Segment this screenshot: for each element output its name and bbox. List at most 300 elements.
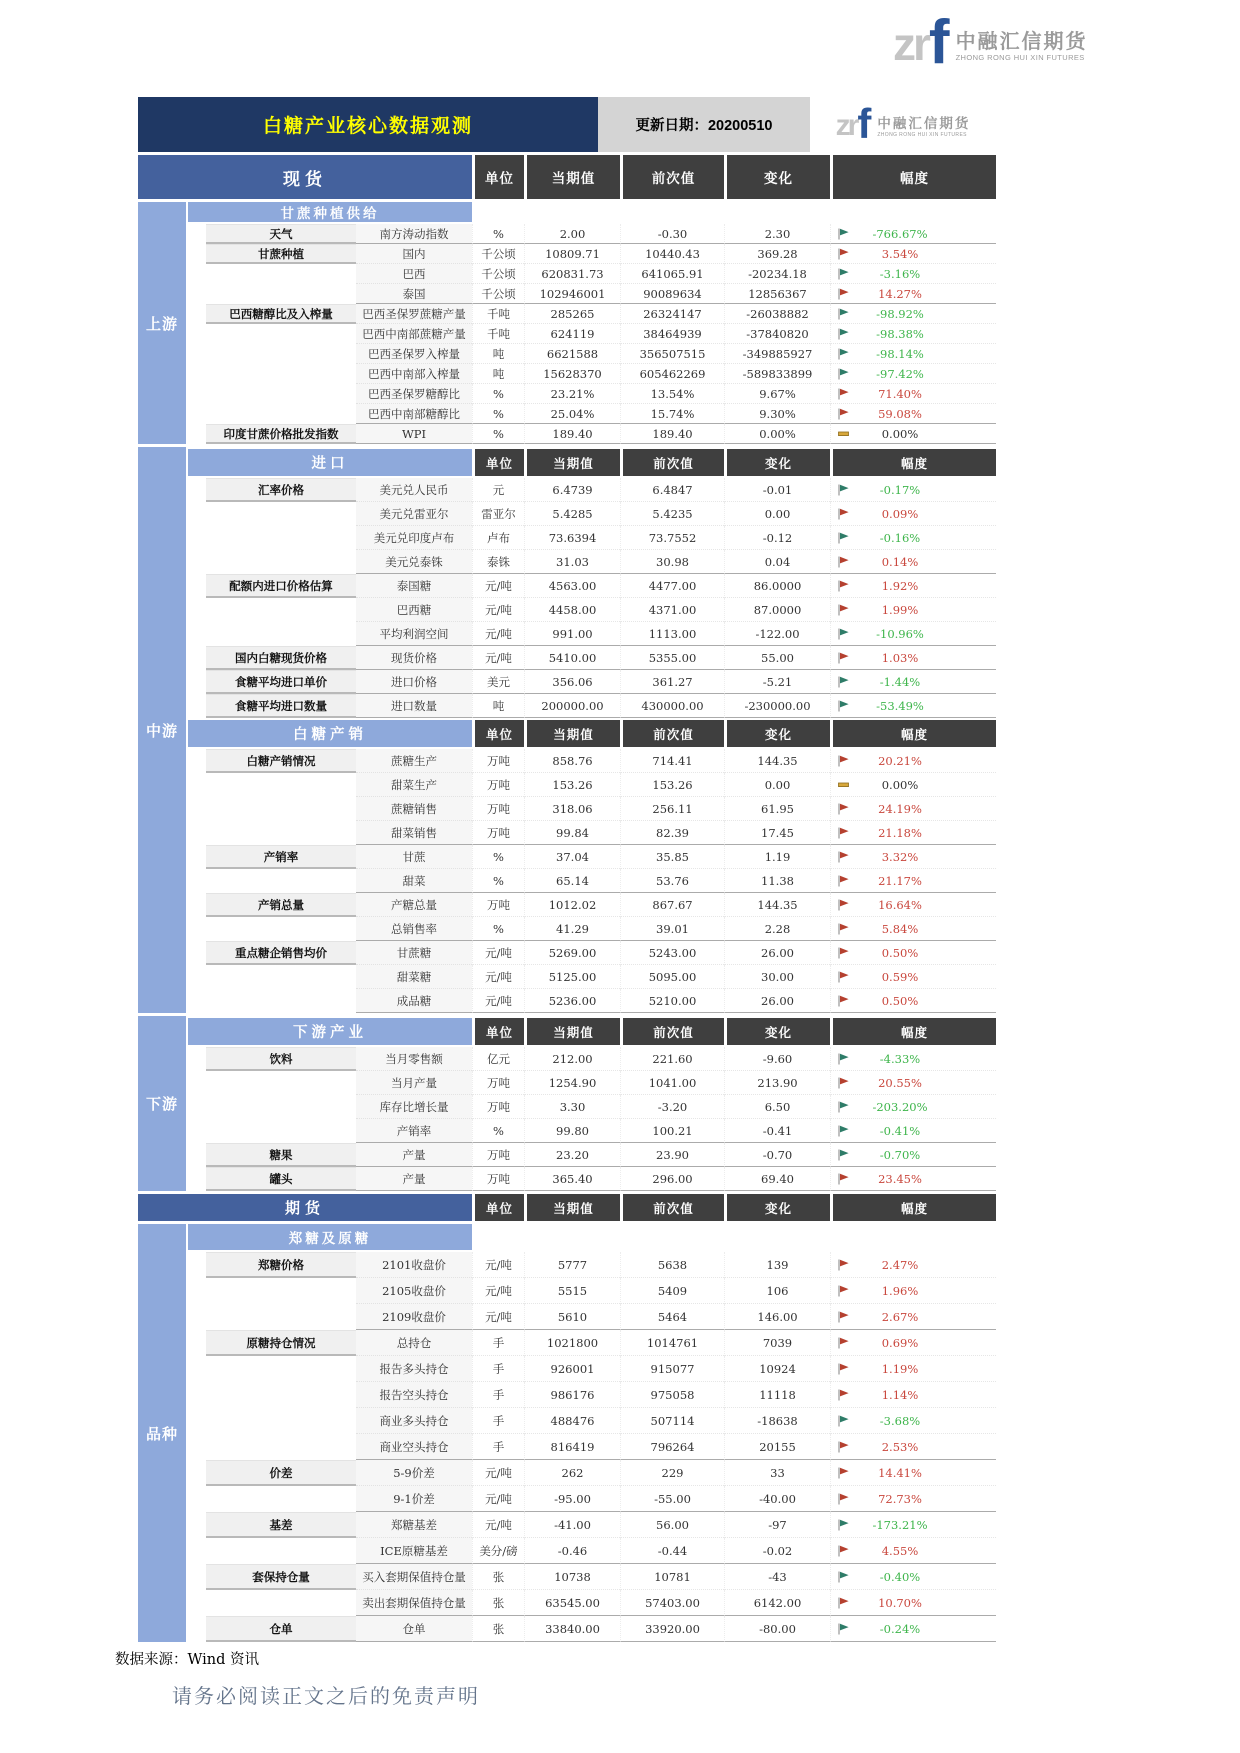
rate-cell: -3.16%	[879, 266, 921, 281]
indicator-cell: 2109收盘价	[356, 1304, 472, 1330]
rate-cell: 3.54%	[881, 246, 919, 261]
change-cell: 0.00%	[724, 424, 830, 444]
unit-cell: 元/吨	[472, 1304, 524, 1330]
trend-down-flag-icon	[837, 1415, 850, 1427]
trend-down-flag-icon	[837, 532, 850, 544]
rate-cell: 23.45%	[878, 1171, 922, 1186]
band-shangyou	[138, 202, 996, 444]
current-value-cell: 986176	[524, 1382, 620, 1408]
row-indent	[186, 1071, 206, 1095]
change-cell: 146.00	[724, 1304, 830, 1330]
category-column	[206, 670, 356, 694]
section-bar-row	[186, 1224, 996, 1250]
indicator-cell: 2105收盘价	[356, 1278, 472, 1304]
row-indent	[186, 670, 206, 694]
category-column	[206, 1047, 356, 1071]
change-cell: 1.19	[724, 845, 830, 869]
rate-column	[830, 1486, 996, 1512]
unit-cell: 美分/磅	[472, 1538, 524, 1564]
column-header-unit: 单位	[472, 720, 524, 747]
row-indent	[186, 1095, 206, 1119]
indicator-cell: 商业空头持仓	[356, 1434, 472, 1460]
change-cell: -0.70	[724, 1143, 830, 1167]
trend-down-flag-icon	[837, 268, 850, 280]
trend-down-flag-icon	[837, 1053, 850, 1065]
report-table-body	[138, 155, 996, 1642]
trend-up-flag-icon	[837, 580, 850, 592]
table-row	[186, 694, 996, 718]
indicator-cell: 巴西中南部入榨量	[356, 364, 472, 384]
brand-wordmark	[877, 117, 970, 137]
indicator-cell: 巴西中南部糖醇比	[356, 404, 472, 424]
category-column	[206, 773, 356, 797]
previous-value-cell: 229	[620, 1460, 724, 1486]
table-row	[186, 749, 996, 773]
category-cell: 天气	[206, 224, 356, 244]
group-header-label: 期货	[138, 1194, 472, 1221]
previous-value-cell: -3.20	[620, 1095, 724, 1119]
category-cell: 产销率	[206, 845, 356, 869]
indicator-cell: 5-9价差	[356, 1460, 472, 1486]
unit-cell: 手	[472, 1356, 524, 1382]
column-header-change: 变化	[724, 1194, 830, 1221]
trend-up-flag-icon	[837, 1597, 850, 1609]
trend-flat-dash-icon	[837, 779, 850, 791]
change-cell: 144.35	[724, 893, 830, 917]
indicator-cell: 甘蔗	[356, 845, 472, 869]
previous-value-cell: 1041.00	[620, 1071, 724, 1095]
current-value-cell: 991.00	[524, 622, 620, 646]
section-header-row	[186, 449, 996, 476]
change-cell: 69.40	[724, 1167, 830, 1191]
category-cell: 食糖平均进口数量	[206, 694, 356, 718]
brand-zrf-mark	[835, 100, 872, 148]
category-column	[206, 304, 356, 324]
current-value-cell: 153.26	[524, 773, 620, 797]
category-column	[206, 1564, 356, 1590]
current-value-cell: 99.84	[524, 821, 620, 845]
rate-column	[830, 773, 996, 797]
page-title: 白糖产业核心数据观测	[138, 97, 598, 152]
rate-column	[830, 845, 996, 869]
column-header-previous: 前次值	[620, 155, 724, 199]
indicator-cell: 产量	[356, 1167, 472, 1191]
rate-column	[830, 304, 996, 324]
row-indent	[186, 224, 206, 244]
previous-value-cell: 6.4847	[620, 478, 724, 502]
column-header-rate: 幅度	[830, 449, 996, 476]
rate-column	[830, 622, 996, 646]
brand-zr-letters: zr	[835, 109, 857, 143]
rate-column	[830, 1460, 996, 1486]
column-header-unit: 单位	[472, 1194, 524, 1221]
indicator-cell: 美元兑印度卢布	[356, 526, 472, 550]
unit-cell: %	[472, 404, 524, 424]
indicator-cell: 总持仓	[356, 1330, 472, 1356]
rate-cell: -0.16%	[879, 530, 921, 545]
category-column	[206, 424, 356, 444]
current-value-cell: 200000.00	[524, 694, 620, 718]
row-indent	[186, 1167, 206, 1191]
change-cell: 33	[724, 1460, 830, 1486]
rate-column	[830, 404, 996, 424]
category-column	[206, 941, 356, 965]
brand-wordmark	[956, 32, 1088, 62]
previous-value-cell: 153.26	[620, 773, 724, 797]
change-cell: 0.00	[724, 502, 830, 526]
trend-down-flag-icon	[837, 1623, 850, 1635]
column-header-change: 变化	[724, 1018, 830, 1045]
group-header-label: 现货	[138, 155, 472, 199]
column-header-rate: 幅度	[830, 1018, 996, 1045]
change-cell: -26038882	[724, 304, 830, 324]
side-label: 中游	[138, 447, 186, 1013]
indicator-cell: 巴西圣保罗入榨量	[356, 344, 472, 364]
unit-cell: 万吨	[472, 1095, 524, 1119]
table-row	[186, 869, 996, 893]
trend-down-flag-icon	[837, 1101, 850, 1113]
current-value-cell: -0.46	[524, 1538, 620, 1564]
unit-cell: %	[472, 917, 524, 941]
unit-cell: 万吨	[472, 797, 524, 821]
rate-column	[830, 1071, 996, 1095]
unit-cell: 万吨	[472, 821, 524, 845]
row-indent	[186, 574, 206, 598]
change-cell: 55.00	[724, 646, 830, 670]
row-indent	[186, 1252, 206, 1278]
title-bar-logo-slot	[810, 97, 996, 152]
column-header-unit: 单位	[472, 449, 524, 476]
rate-cell: -98.14%	[876, 346, 924, 361]
category-column	[206, 1330, 356, 1356]
band-zhongyou	[138, 447, 996, 1013]
change-cell: 10924	[724, 1356, 830, 1382]
change-cell: -349885927	[724, 344, 830, 364]
table-row	[186, 244, 996, 264]
rate-cell: 1.14%	[881, 1387, 919, 1402]
category-column	[206, 893, 356, 917]
rate-column	[830, 324, 996, 344]
rate-cell: 0.69%	[881, 1335, 919, 1350]
rate-column	[830, 502, 996, 526]
table-row	[186, 1278, 996, 1304]
row-indent	[186, 244, 206, 264]
previous-value-cell: 5355.00	[620, 646, 724, 670]
category-column	[206, 264, 356, 284]
category-column	[206, 821, 356, 845]
table-row	[186, 917, 996, 941]
rate-column	[830, 224, 996, 244]
rate-column	[830, 749, 996, 773]
section-bar-label: 郑糖及原糖	[188, 1224, 472, 1250]
change-cell: -230000.00	[724, 694, 830, 718]
rate-column	[830, 1095, 996, 1119]
column-header-current: 当期值	[524, 155, 620, 199]
unit-cell: %	[472, 224, 524, 244]
category-column	[206, 526, 356, 550]
previous-value-cell: 867.67	[620, 893, 724, 917]
brand-name-cn: 中融汇信期货	[955, 31, 1088, 54]
table-row	[186, 1119, 996, 1143]
category-cell: 食糖平均进口单价	[206, 670, 356, 694]
table-row	[186, 646, 996, 670]
category-column	[206, 1304, 356, 1330]
trend-up-flag-icon	[837, 1363, 850, 1375]
change-cell: -589833899	[724, 364, 830, 384]
unit-cell: 吨	[472, 344, 524, 364]
trend-up-flag-icon	[837, 1467, 850, 1479]
rate-cell: 16.64%	[878, 897, 922, 912]
previous-value-cell: 5095.00	[620, 965, 724, 989]
change-cell: 2.30	[724, 224, 830, 244]
trend-down-flag-icon	[837, 676, 850, 688]
indicator-cell: 蔗糖生产	[356, 749, 472, 773]
current-value-cell: 620831.73	[524, 264, 620, 284]
column-header-unit: 单位	[472, 1018, 524, 1045]
previous-value-cell: 23.90	[620, 1143, 724, 1167]
rate-cell: 4.55%	[881, 1543, 919, 1558]
rate-cell: 0.14%	[881, 554, 919, 569]
unit-cell: %	[472, 845, 524, 869]
change-cell: 7039	[724, 1330, 830, 1356]
current-value-cell: 23.20	[524, 1143, 620, 1167]
indicator-cell: 平均利润空间	[356, 622, 472, 646]
previous-value-cell: 975058	[620, 1382, 724, 1408]
current-value-cell: 212.00	[524, 1047, 620, 1071]
indicator-cell: 产糖总量	[356, 893, 472, 917]
trend-up-flag-icon	[837, 947, 850, 959]
table-row	[186, 1486, 996, 1512]
table-row	[186, 1071, 996, 1095]
category-column	[206, 364, 356, 384]
trend-up-flag-icon	[837, 1259, 850, 1271]
unit-cell: 万吨	[472, 1167, 524, 1191]
rate-column	[830, 574, 996, 598]
table-row	[186, 821, 996, 845]
rate-column	[830, 1590, 996, 1616]
rate-column	[830, 1616, 996, 1642]
trend-up-flag-icon	[837, 1493, 850, 1505]
current-value-cell: 73.6394	[524, 526, 620, 550]
trend-up-flag-icon	[837, 556, 850, 568]
section-header-row	[186, 720, 996, 747]
table-row	[186, 845, 996, 869]
current-value-cell: 33840.00	[524, 1616, 620, 1642]
table-row	[186, 1538, 996, 1564]
row-indent	[186, 821, 206, 845]
unit-cell: 元/吨	[472, 1512, 524, 1538]
rate-column	[830, 893, 996, 917]
row-indent	[186, 1382, 206, 1408]
previous-value-cell: 221.60	[620, 1047, 724, 1071]
column-header-previous: 前次值	[620, 449, 724, 476]
unit-cell: 手	[472, 1408, 524, 1434]
row-indent	[186, 1119, 206, 1143]
row-indent	[186, 404, 206, 424]
unit-cell: 千吨	[472, 324, 524, 344]
indicator-cell: 9-1价差	[356, 1486, 472, 1512]
category-column	[206, 1071, 356, 1095]
change-cell: -18638	[724, 1408, 830, 1434]
column-header-previous: 前次值	[620, 1194, 724, 1221]
rate-cell: 1.19%	[881, 1361, 919, 1376]
band-pinzhong	[138, 1224, 996, 1642]
current-value-cell: 816419	[524, 1434, 620, 1460]
unit-cell: 万吨	[472, 1143, 524, 1167]
row-indent	[186, 965, 206, 989]
rate-cell: 14.41%	[878, 1465, 922, 1480]
category-column	[206, 224, 356, 244]
rate-column	[830, 1434, 996, 1460]
unit-cell: 元/吨	[472, 1460, 524, 1486]
change-cell: -0.12	[724, 526, 830, 550]
column-header-previous: 前次值	[620, 1018, 724, 1045]
previous-value-cell: -55.00	[620, 1486, 724, 1512]
table-row	[186, 324, 996, 344]
category-column	[206, 344, 356, 364]
rate-cell: -766.67%	[872, 226, 928, 241]
unit-cell: %	[472, 1119, 524, 1143]
table-row	[186, 622, 996, 646]
change-cell: -122.00	[724, 622, 830, 646]
current-value-cell: 5125.00	[524, 965, 620, 989]
column-header-change: 变化	[724, 155, 830, 199]
previous-value-cell: 796264	[620, 1434, 724, 1460]
row-indent	[186, 1616, 206, 1642]
indicator-cell: 2101收盘价	[356, 1252, 472, 1278]
row-indent	[186, 941, 206, 965]
category-column	[206, 502, 356, 526]
previous-value-cell: 1014761	[620, 1330, 724, 1356]
rate-cell: 71.40%	[878, 386, 922, 401]
row-indent	[186, 917, 206, 941]
trend-up-flag-icon	[837, 1311, 850, 1323]
unit-cell: %	[472, 869, 524, 893]
unit-cell: 元/吨	[472, 989, 524, 1013]
rate-cell: 59.08%	[878, 406, 922, 421]
change-cell: 106	[724, 1278, 830, 1304]
indicator-cell: 甜菜生产	[356, 773, 472, 797]
column-header-rate: 幅度	[830, 720, 996, 747]
rate-column	[830, 1047, 996, 1071]
previous-value-cell: 26324147	[620, 304, 724, 324]
rate-column	[830, 1278, 996, 1304]
row-indent	[186, 526, 206, 550]
current-value-cell: -41.00	[524, 1512, 620, 1538]
rate-cell: 2.47%	[881, 1257, 919, 1272]
rate-column	[830, 1356, 996, 1382]
table-row	[186, 1047, 996, 1071]
trend-up-flag-icon	[837, 851, 850, 863]
category-column	[206, 797, 356, 821]
rate-cell: 20.55%	[878, 1075, 922, 1090]
unit-cell: 元/吨	[472, 965, 524, 989]
rate-cell: 1.99%	[881, 602, 919, 617]
table-row	[186, 424, 996, 444]
rate-cell: 2.67%	[881, 1309, 919, 1324]
unit-cell: 雷亚尔	[472, 502, 524, 526]
indicator-cell: 报告空头持仓	[356, 1382, 472, 1408]
category-column	[206, 1356, 356, 1382]
brand-logo-small	[835, 100, 971, 148]
table-row	[186, 1408, 996, 1434]
trend-up-flag-icon	[837, 508, 850, 520]
previous-value-cell: 296.00	[620, 1167, 724, 1191]
indicator-cell: 泰国	[356, 284, 472, 304]
indicator-cell: 甜菜销售	[356, 821, 472, 845]
trend-up-flag-icon	[837, 1173, 850, 1185]
group-header-row	[138, 1194, 996, 1221]
column-header-current: 当期值	[524, 720, 620, 747]
category-column	[206, 1538, 356, 1564]
section-header-label: 下游产业	[188, 1018, 472, 1045]
indicator-cell: 南方涛动指数	[356, 224, 472, 244]
unit-cell: 张	[472, 1564, 524, 1590]
category-cell: 糖果	[206, 1143, 356, 1167]
change-cell: 87.0000	[724, 598, 830, 622]
table-row	[186, 526, 996, 550]
rate-column	[830, 344, 996, 364]
row-indent	[186, 598, 206, 622]
indicator-cell: 巴西圣保罗糖醇比	[356, 384, 472, 404]
rate-column	[830, 869, 996, 893]
update-date-label: 更新日期：20200510	[598, 97, 810, 152]
section-bar-label: 甘蔗种植供给	[188, 202, 472, 222]
category-column	[206, 404, 356, 424]
trend-up-flag-icon	[837, 288, 850, 300]
indicator-cell: 蔗糖销售	[356, 797, 472, 821]
trend-down-flag-icon	[837, 484, 850, 496]
category-column	[206, 694, 356, 718]
indicator-cell: 国内	[356, 244, 472, 264]
unit-cell: 万吨	[472, 773, 524, 797]
unit-cell: 千公顷	[472, 244, 524, 264]
current-value-cell: -95.00	[524, 1486, 620, 1512]
table-row	[186, 344, 996, 364]
column-header-current: 当期值	[524, 449, 620, 476]
current-value-cell: 6.4739	[524, 478, 620, 502]
previous-value-cell: -0.44	[620, 1538, 724, 1564]
table-row	[186, 1590, 996, 1616]
rate-cell: 72.73%	[878, 1491, 922, 1506]
column-header-rate: 幅度	[830, 155, 996, 199]
current-value-cell: 624119	[524, 324, 620, 344]
row-indent	[186, 304, 206, 324]
previous-value-cell: 30.98	[620, 550, 724, 574]
category-column	[206, 989, 356, 1013]
rate-cell: -10.96%	[876, 626, 924, 641]
category-column	[206, 1460, 356, 1486]
rate-cell: 1.96%	[881, 1283, 919, 1298]
unit-cell: 元/吨	[472, 646, 524, 670]
category-column	[206, 1408, 356, 1434]
unit-cell: %	[472, 384, 524, 404]
previous-value-cell: 256.11	[620, 797, 724, 821]
category-cell: 饮料	[206, 1047, 356, 1071]
table-row	[186, 989, 996, 1013]
rate-cell: -0.24%	[879, 1621, 921, 1636]
category-column	[206, 284, 356, 304]
indicator-cell: 卖出套期保值持仓量	[356, 1590, 472, 1616]
row-indent	[186, 797, 206, 821]
indicator-cell: WPI	[356, 424, 472, 444]
rate-column	[830, 1382, 996, 1408]
current-value-cell: 65.14	[524, 869, 620, 893]
current-value-cell: 99.80	[524, 1119, 620, 1143]
row-indent	[186, 1356, 206, 1382]
brand-logo	[893, 8, 1088, 77]
rate-cell: 10.70%	[878, 1595, 922, 1610]
